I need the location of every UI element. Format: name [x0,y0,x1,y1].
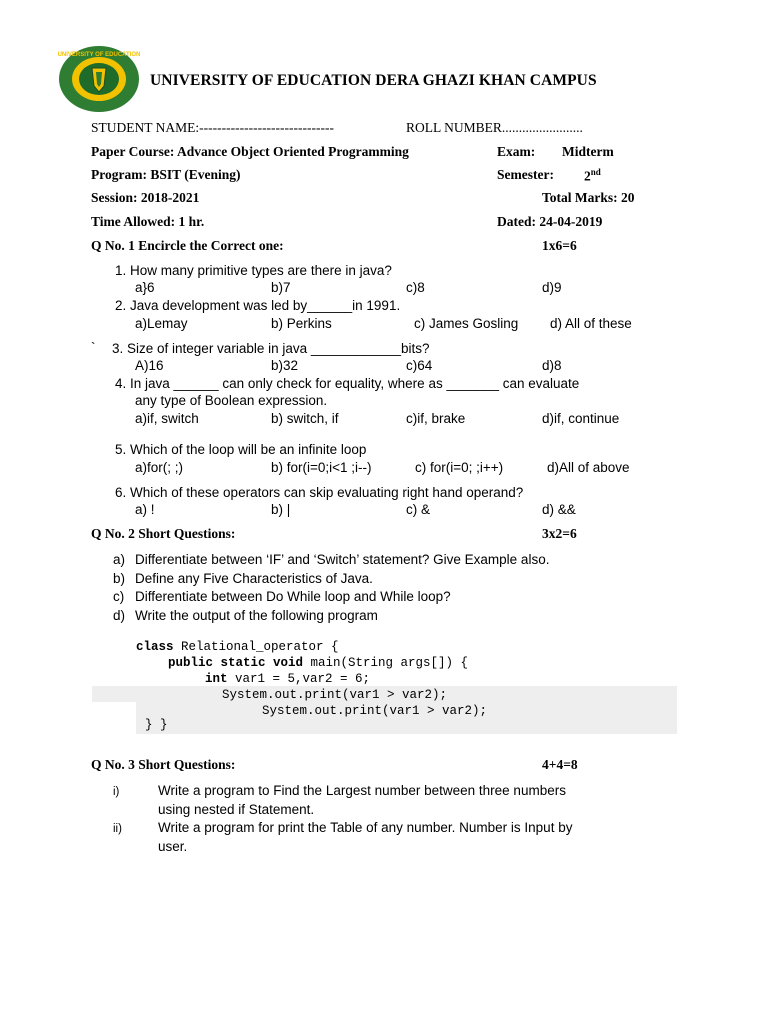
q1-item-1: 1. How many primitive types are there in java? [115,263,392,278]
q1-title: Q No. 1 Encircle the Correct one: [91,238,284,253]
q1-option: a}6 [135,280,155,295]
code-line-3: int var1 = 5,var2 = 6; [205,672,371,686]
q1-option: c) & [406,502,431,517]
university-title: UNIVERSITY OF EDUCATION DERA GHAZI KHAN CAMPUS [150,72,597,89]
code-line-4: System.out.print(var1 > var2); [222,688,448,702]
q2-label-c: c) [113,589,125,604]
q1-option: c) for(i=0; ;i++) [415,460,504,475]
q1-option: d) All of these [550,316,632,331]
q1-option: b) Perkins [271,316,332,331]
q1-option: c) James Gosling [414,316,519,331]
q1-marks: 1x6=6 [542,238,577,253]
q1-option: A)16 [135,358,164,373]
paper-course: Paper Course: Advance Object Oriented Programming [91,144,409,159]
q2-label-b: b) [113,571,126,586]
q1-item-6: 6. Which of these operators can skip evaluating right hand operand? [115,485,524,500]
q1-item-3: 3. Size of integer variable in java ____________bits? [112,341,430,356]
q2-item-b: Define any Five Characteristics of Java. [135,571,373,586]
q3-marks: 4+4=8 [542,757,578,772]
q1-option: b)32 [271,358,299,373]
semester-value: 2nd [584,167,601,184]
q1-item-2: 2. Java development was led by______in 1991. [115,298,401,313]
q1-option: c)64 [406,358,433,373]
q1-option: c)8 [406,280,425,295]
q1-option: a) ! [135,502,155,517]
q3-title: Q No. 3 Short Questions: [91,757,236,772]
total-marks: Total Marks: 20 [542,190,635,205]
semester-label: Semester: [497,167,554,182]
q2-item-d: Write the output of the following program [135,608,378,623]
q1-item-5: 5. Which of the loop will be an infinite loop [115,442,367,457]
q3-item-i-cont: using nested if Statement. [158,802,315,817]
q1-option: d)All of above [547,460,630,475]
code-line-2: public static void main(String args[]) { [168,656,469,670]
q2-title: Q No. 2 Short Questions: [91,526,236,541]
q1-option: b) for(i=0;i<1 ;i--) [271,460,372,475]
student-name-label: STUDENT NAME:------------------------------ [91,120,334,135]
session: Session: 2018-2021 [91,190,200,205]
q1-item-4: 4. In java ______ can only check for equality, where as _______ can evaluate [115,376,580,391]
q1-option: b) switch, if [271,411,339,426]
q2-marks: 3x2=6 [542,526,577,541]
time-allowed: Time Allowed: 1 hr. [91,214,205,229]
q3-label-i: i) [113,786,120,798]
q2-label-d: d) [113,608,126,623]
q3-item-ii-cont: user. [158,839,188,854]
q3-item-ii: Write a program for print the Table of any number. Number is Input by [158,820,573,835]
q2-item-a: Differentiate between ‘IF’ and ‘Switch’ statement? Give Example also. [135,552,550,567]
code-line-1: class Relational_operator { [136,640,339,654]
exam-label: Exam: [497,144,536,159]
q1-item-4-cont: any type of Boolean expression. [135,393,328,408]
logo-text: UNIVERSITY OF EDUCATION [57,52,141,58]
q1-option: d)if, continue [542,411,620,426]
code-line-5: System.out.print(var1 > var2); [262,704,488,718]
q1-option: b) | [271,502,291,517]
q1-option: a)for(; ;) [135,460,184,475]
q1-option: d)8 [542,358,562,373]
code-line-6: } } [145,718,168,732]
stray-mark: ` [91,340,96,355]
university-logo [56,44,142,114]
dated: Dated: 24-04-2019 [497,214,603,229]
roll-number-label: ROLL NUMBER........................ [406,120,583,135]
q1-option: c)if, brake [406,411,466,426]
q1-option: a)if, switch [135,411,199,426]
exam-value: Midterm [562,144,614,159]
q1-option: d) && [542,502,576,517]
program: Program: BSIT (Evening) [91,167,241,182]
q1-option: a)Lemay [135,316,188,331]
q3-item-i: Write a program to Find the Largest number between three numbers [158,783,566,798]
q3-label-ii: ii) [113,823,122,835]
q2-item-c: Differentiate between Do While loop and While loop? [135,589,451,604]
q1-option: d)9 [542,280,562,295]
q2-label-a: a) [113,552,126,567]
q1-option: b)7 [271,280,291,295]
